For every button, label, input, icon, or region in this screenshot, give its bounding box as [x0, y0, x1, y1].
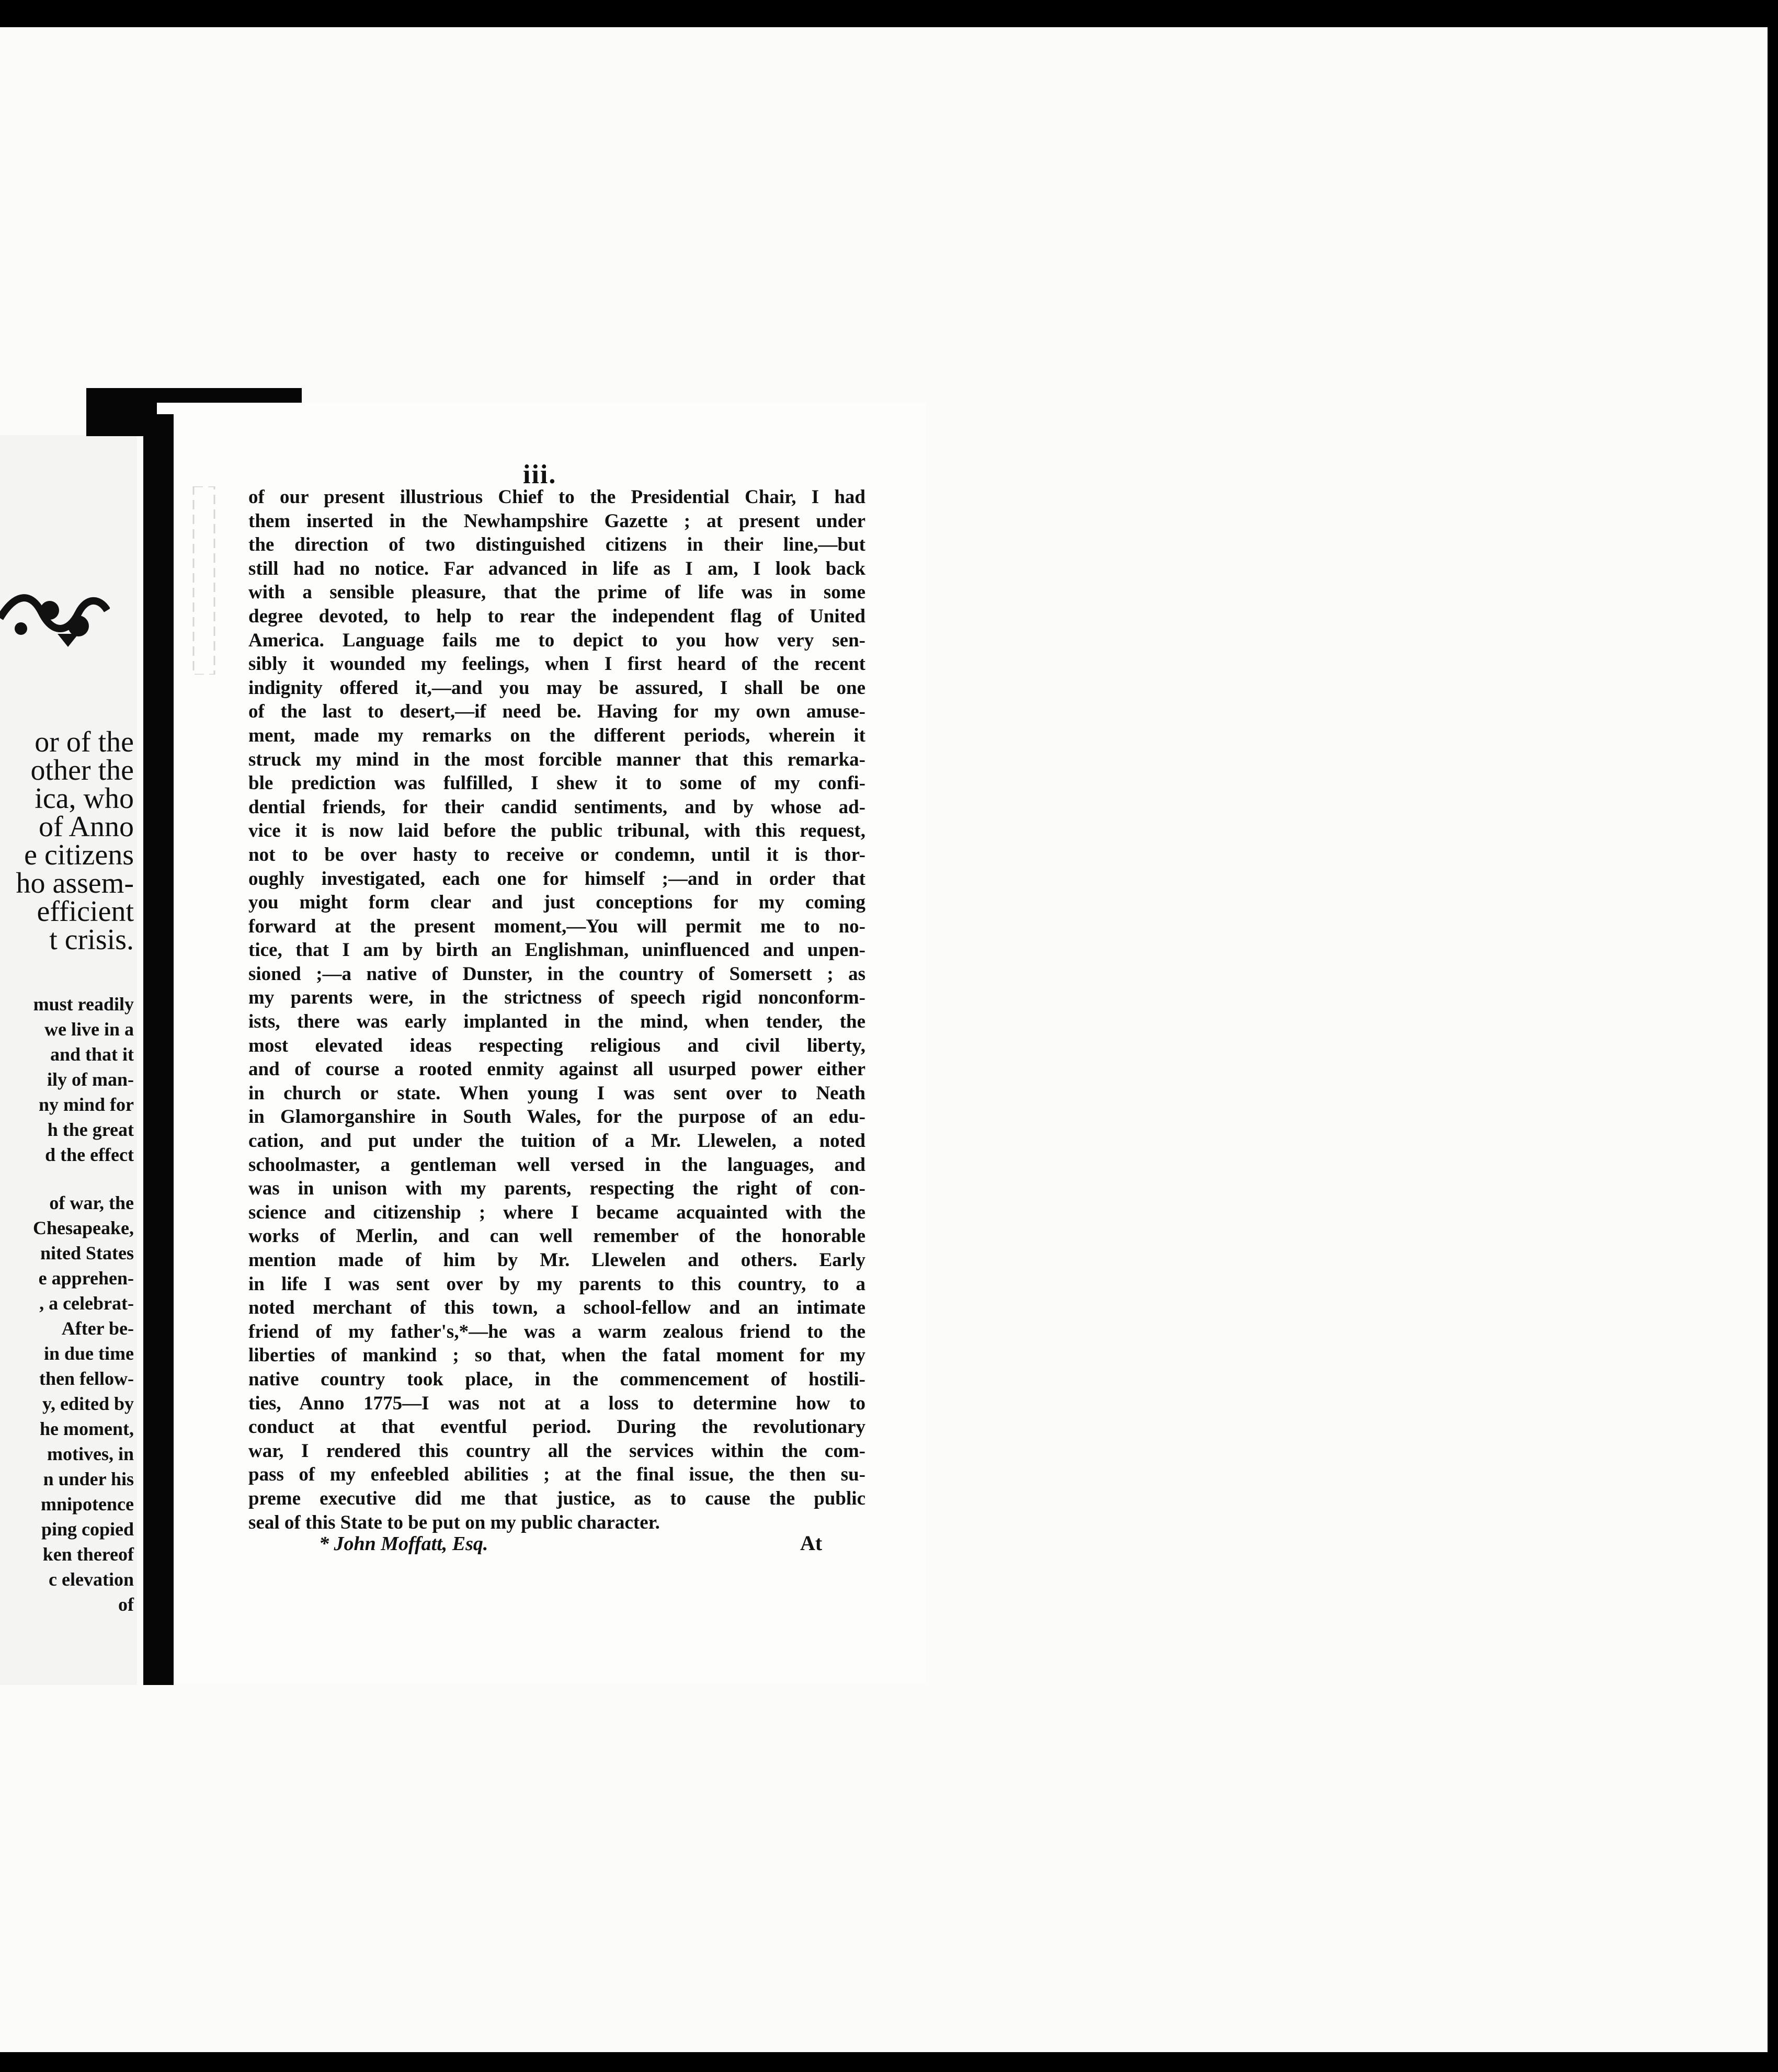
text-line: not to be over hasty to receive or condemn, until it is thor-	[248, 844, 865, 866]
text-line: motives, in	[47, 1443, 134, 1464]
text-line: was in unison with my parents, respecting the right of con-	[248, 1178, 865, 1200]
left-small-lines-1	[16, 992, 134, 1167]
text-line: and that it	[50, 1044, 134, 1065]
text-line: my parents were, in the strictness of speech rigid nonconform-	[248, 987, 865, 1009]
text-line: of the last to desert,—if need be. Having for my own amuse-	[248, 701, 865, 723]
text-line: y, edited by	[42, 1393, 134, 1414]
text-line: he moment,	[40, 1418, 134, 1439]
previous-page-fragment	[0, 435, 137, 1685]
text-line: ica, who	[35, 782, 134, 815]
text-line: dential friends, for their candid sentiments, and by whose ad-	[248, 796, 865, 818]
text-line: in church or state. When young I was sent over to Neath	[248, 1082, 865, 1104]
text-line: in Glamorganshire in South Wales, for the purpose of an edu-	[248, 1106, 865, 1128]
text-line: of Anno	[39, 811, 134, 843]
text-line: sioned ;—a native of Dunster, in the country of Somersett ; as	[248, 963, 865, 985]
text-line: or of the	[35, 726, 134, 758]
text-line: preme executive did me that justice, as to cause the public	[248, 1487, 865, 1509]
text-line: most elevated ideas respecting religious and civil liberty,	[248, 1034, 865, 1056]
text-line: After be-	[61, 1318, 134, 1339]
text-line: then fellow-	[39, 1368, 134, 1389]
text-line: ment, made my remarks on the different periods, wherein it	[248, 724, 865, 746]
text-line: with a sensible pleasure, that the prime of life was in some	[248, 582, 865, 604]
text-line: other the	[30, 754, 134, 787]
text-line: n under his	[43, 1468, 134, 1489]
text-line: degree devoted, to help to rear the independent flag of United	[248, 605, 865, 627]
text-line: schoolmaster, a gentleman well versed in the languages, and	[248, 1154, 865, 1176]
text-line: of	[118, 1594, 134, 1615]
text-line: we live in a	[44, 1019, 134, 1040]
text-line: ists, there was early implanted in the mind, when tender, the	[248, 1011, 865, 1033]
text-line: ho assem-	[16, 867, 134, 900]
left-small-lines-2	[16, 1190, 134, 1617]
text-line: them inserted in the Newhampshire Gazette ; at present under	[248, 510, 865, 532]
text-line: in life I was sent over by my parents to this country, to a	[248, 1273, 865, 1295]
text-line: America. Language fails me to depict to you how very sen-	[248, 629, 865, 651]
text-line: works of Merlin, and can well remember of the honorable	[248, 1225, 865, 1247]
text-line: nited States	[40, 1243, 134, 1263]
text-line: c elevation	[49, 1569, 134, 1590]
text-line: of war, the	[49, 1192, 134, 1213]
text-line: e apprehen-	[38, 1268, 134, 1289]
body-text	[248, 485, 865, 1534]
text-line: e citizens	[24, 839, 134, 871]
text-line: Chesapeake,	[32, 1217, 134, 1238]
text-line: forward at the present moment,—You will permit me to no-	[248, 915, 865, 937]
text-line: science and citizenship ; where I became acquainted with the	[248, 1201, 865, 1223]
text-line: mention made of him by Mr. Llewelen and others. Early	[248, 1249, 865, 1271]
ornament-icon	[0, 582, 110, 650]
text-line: efficient	[37, 895, 134, 928]
text-line: tice, that I am by birth an Englishman, uninfluenced and unpen-	[248, 939, 865, 961]
text-line: of our present illustrious Chief to the Presidential Chair, I had	[248, 486, 865, 508]
text-line: oughly investigated, each one for himself ;—and in order that	[248, 868, 865, 890]
text-line: in due time	[43, 1343, 134, 1364]
text-line: t crisis.	[49, 924, 134, 956]
text-line: friend of my father's,*—he was a warm zealous friend to the	[248, 1320, 865, 1342]
text-line: h the great	[47, 1119, 134, 1140]
text-line: d the effect	[45, 1144, 134, 1165]
footnote: * John Moffatt, Esq.	[319, 1533, 488, 1555]
text-line: struck my mind in the most forcible manner that this remarka-	[248, 748, 865, 770]
text-line: ble prediction was fulfilled, I shew it to some of my confi-	[248, 772, 865, 794]
text-line: must readily	[33, 994, 134, 1015]
text-line: pass of my enfeebled abilities ; at the final issue, the then su-	[248, 1464, 865, 1486]
text-line: vice it is now laid before the public tribunal, with this request,	[248, 820, 865, 842]
library-stamp-icon	[188, 486, 220, 675]
text-line: ily of man-	[47, 1069, 134, 1090]
text-line: the direction of two distinguished citizens in their line,—but	[248, 534, 865, 556]
left-large-lines	[16, 728, 134, 954]
text-line: indignity offered it,—and you may be assured, I shall be one	[248, 677, 865, 699]
text-line: still had no notice. Far advanced in life as I am, I look back	[248, 557, 865, 579]
text-line: noted merchant of this town, a school-fellow and an intimate	[248, 1297, 865, 1319]
text-line: mnipotence	[41, 1494, 134, 1515]
main-page	[157, 403, 926, 1684]
text-line: ping copied	[41, 1519, 134, 1540]
text-line: you might form clear and just conceptions for my coming	[248, 892, 865, 914]
text-line: war, I rendered this country all the services within the com-	[248, 1440, 865, 1462]
text-line: ny mind for	[38, 1094, 134, 1115]
scan-sheet	[0, 27, 1768, 2052]
binding-bar-vertical	[143, 414, 174, 1685]
catchword: At	[800, 1531, 823, 1555]
text-line: seal of this State to be put on my public character.	[248, 1511, 660, 1533]
text-line: , a celebrat-	[39, 1293, 134, 1314]
text-line: native country took place, in the commencement of hostili-	[248, 1368, 865, 1390]
page-number: iii.	[523, 460, 557, 489]
text-line: ken thereof	[42, 1544, 134, 1565]
text-line: and of course a rooted enmity against all usurped power either	[248, 1058, 865, 1080]
text-line: sibly it wounded my feelings, when I first heard of the recent	[248, 653, 865, 675]
left-page-text	[16, 728, 134, 1617]
text-line: conduct at that eventful period. During the revolutionary	[248, 1416, 865, 1438]
text-line: ties, Anno 1775—I was not at a loss to determine how to	[248, 1392, 865, 1414]
text-line: liberties of mankind ; so that, when the fatal moment for my	[248, 1345, 865, 1367]
text-line: cation, and put under the tuition of a Mr. Llewelen, a noted	[248, 1130, 865, 1152]
